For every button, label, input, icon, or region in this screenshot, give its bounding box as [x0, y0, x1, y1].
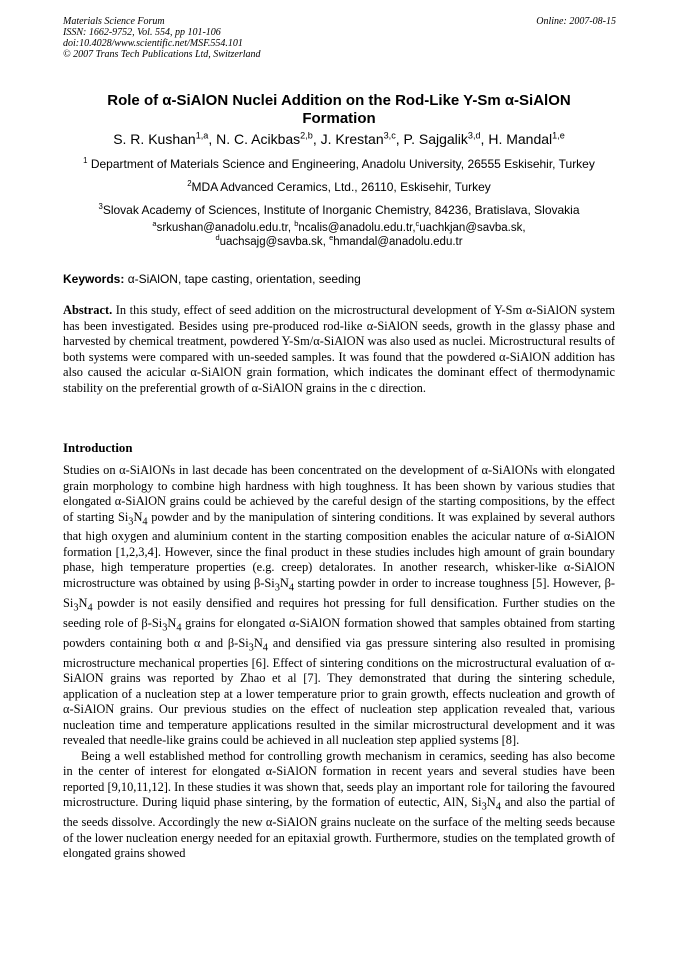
author: S. R. Kushan$^{1,a}$,	[113, 130, 217, 147]
title-line-1: Role of α-SiAlON Nuclei Addition on the Rod-Like Y-Sm α-SiAlON	[107, 92, 571, 109]
email-line-1: $^a$srkushan@anadolu.edu.tr, $^b$ncalis@anadolu.edu.tr,$^c$uachkjan@savba.sk,	[152, 219, 526, 234]
email-line-2: $^d$uachsajg@savba.sk, $^e$hmandal@anadolu.edu.tr	[215, 233, 463, 248]
introduction-heading: Introduction	[63, 441, 133, 455]
journal-header	[63, 16, 261, 60]
affiliation-2: $^2$MDA Advanced Ceramics, Ltd., 26110, Eskisehir, Turkey	[187, 179, 491, 194]
abstract-text: In this study, effect of seed addition on the microstructural development of Y-Sm α-SiAlON system has been investigated. Besides using pre-produced rod-like α-SiAlON seeds, growth in the glassy phase and harvested by chemical treatment, powdered Y-Sm/α-SiAlON was also used as nuclei. Microstructural results of both systems were compared with un-seeded samples. It was found that the powdered α-SiAlON addition has also caused the acicular α-SiAlON grain formation, which indicates the dominant effect of thermodynamic stability on the preferential growth of α-SiAlON grains in the c direction.	[63, 303, 615, 395]
introduction-body	[63, 463, 615, 862]
paper-title	[63, 92, 615, 128]
si3n4-formula: $Si_3N_4$	[117, 509, 148, 527]
journal-name: Materials Science Forum	[63, 16, 165, 27]
email-c[interactable]: uachkjan@savba.sk	[419, 222, 523, 234]
email-d[interactable]: uachsajg@savba.sk	[219, 236, 323, 248]
email-a[interactable]: srkushan@anadolu.edu.tr	[156, 222, 288, 234]
keywords	[63, 272, 361, 286]
issn-line: ISSN: 1662-9752, Vol. 554, pp 101-106	[63, 27, 221, 38]
doi-line: doi:10.4028/www.scientific.net/MSF.554.101	[63, 38, 243, 49]
abstract	[63, 303, 615, 396]
author: H. Mandal$^{1,e}$	[488, 130, 565, 147]
author: P. Sajgalik$^{3,d}$,	[403, 130, 489, 147]
affiliation-3: $^3$Slovak Academy of Sciences, Institute of Inorganic Chemistry, 84236, Bratislava, Slovakia	[98, 202, 580, 217]
author: N. C. Acikbas$^{2,b}$,	[216, 130, 321, 147]
si3n4-formula: $Si_3N_4$	[63, 595, 93, 614]
copyright-line: © 2007 Trans Tech Publications Ltd, Switzerland	[63, 49, 261, 60]
title-line-2: Formation	[302, 110, 376, 127]
email-b[interactable]: ncalis@anadolu.edu.tr	[298, 222, 413, 234]
intro-paragraph-2: Being a well established method for controlling growth mechanism in ceramics, seeding has also become in the center of interest for elongated α-SiAlON formation in recent years and several studies have been reported [9,10,11,12]. In these studies it was shown that, seeds play an important role for tailoring the favoured microstructure. During liquid phase sintering, by the formation of eutectic, AlN, $Si_3N_4$ and also the partial of the seeds dissolve. Accordingly the new α-SiAlON grains nucleate on the surface of the melting seeds because of the lower nucleation energy needed for an epitaxial growth. Furthermore, studies on the templated growth of elongated grains showed	[63, 748, 615, 861]
online-date: Online: 2007-08-15	[536, 16, 616, 27]
keywords-label: Keywords:	[63, 272, 125, 286]
si3n4-formula: $Si_3N_4$	[471, 795, 501, 813]
si3n4-formula: $Si_3N_4$	[264, 575, 295, 594]
author: J. Krestan$^{3,c}$,	[320, 130, 404, 147]
si3n4-formula: $Si_3N_4$	[238, 635, 268, 654]
abstract-label: Abstract.	[63, 303, 113, 317]
keywords-text: α-SiAlON, tape casting, orientation, seeding	[127, 272, 361, 286]
intro-paragraph-1: Studies on α-SiAlONs in last decade has been concentrated on the development of α-SiAlONs with elongated grain morphology to combine high hardness with high toughness. It has been shown by various studies that elongated α-SiAlON grains could be achieved by the careful design of the starting compositions, by the effect of starting $Si_3N_4$ powder and by the manipulation of sintering conditions. It was explained by several authors that high oxygen and aluminium content in the starting composition enables the acicular nature of α-SiAlON formation [1,2,3,4]. However, since the final product in these studies includes high amount of grain boundary phase, high temperature properties (e.g. creep) detalorates. In another research, whisker-like α-SiAlON microstructure was obtained by using $\beta-Si_3N_4$ starting powder in order to increase toughness [5]. However, $\beta-Si_3N_4$ powder is not easily densified and requires hot pressing for full densification. Further studies on the seeding role of $\beta-Si_3N_4$ grains for elongated α-SiAlON formation showed that samples obtained from starting powders containing both α and $\beta-Si_3N_4$ and densified via gas pressure sintering also resulted in promising microstructure mechanical properties [6]. Effect of sintering conditions on the microstructural evaluation of α-SiAlON grains was reported by Zhao et al [7]. They demonstrated that during the sintering schedule, application of a nucleation step at a lower temperature prior to grain growth, effects nucleation and growth of α-SiAlON grains. Our previous studies on the effect of nucleation step application revealed that, various nucleation time and temperature applications resulted in the similar microstructural development and it was revealed that needle-like grains could be achieved in all nucleation step applied systems [8].	[63, 463, 615, 748]
email-e[interactable]: hmandal@anadolu.edu.tr	[333, 236, 463, 248]
affiliation-1: $^1$ Department of Materials Science and Engineering, Anadolu University, 26555 Eskisehir, Turkey	[83, 156, 595, 171]
author-list	[63, 131, 615, 147]
si3n4-formula: $Si_3N_4$	[151, 615, 182, 634]
